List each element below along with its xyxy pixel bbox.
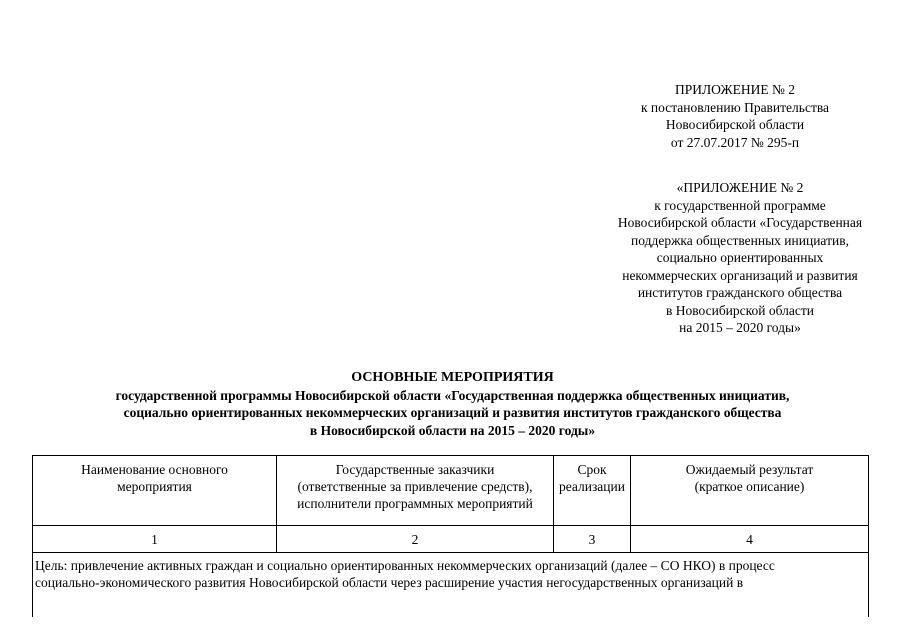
program-appendix-line: к государственной программе — [654, 197, 826, 213]
goal-line: социально-экономического развития Новосибирской области через расширение участия негосударственных организаций в — [35, 575, 744, 590]
document-subtitle-line: социально ориентированных некоммерческих организаций и развития институтов гражданского общества — [123, 405, 782, 420]
document-subtitle-line: в Новосибирской области на 2015 – 2020 годы» — [309, 422, 596, 438]
measures-table — [32, 455, 869, 617]
program-appendix-line: «ПРИЛОЖЕНИЕ № 2 — [676, 180, 804, 195]
header-line: (ответственные за привлечение средств), — [297, 479, 533, 494]
header-line: исполнители программных мероприятий — [297, 496, 533, 511]
program-appendix-line: поддержка общественных инициатив, — [631, 232, 849, 248]
table-header-row — [33, 456, 869, 526]
header-cell-measure-name — [33, 456, 277, 526]
program-appendix-block — [560, 179, 905, 337]
header-line: Ожидаемый результат — [685, 462, 814, 477]
decree-appendix-line: ПРИЛОЖЕНИЕ № 2 — [674, 82, 796, 97]
header-cell-expected-result — [631, 456, 869, 526]
document-subtitle-line: государственной программы Новосибирской области «Государственная поддержка общественных инициатив, — [115, 387, 790, 403]
document-title: ОСНОВНЫЕ МЕРОПРИЯТИЯ — [351, 370, 554, 385]
decree-appendix-line: Новосибирской области — [665, 117, 805, 132]
column-number: 4 — [631, 526, 869, 553]
decree-appendix-line: от 27.07.2017 № 295-п — [670, 134, 800, 150]
program-appendix-line: социально ориентированных — [656, 250, 824, 265]
header-line: Наименование основного — [81, 462, 228, 477]
header-line: реализации — [559, 479, 625, 494]
header-line: Государственные заказчики — [335, 462, 495, 477]
decree-appendix-line: к постановлению Правительства — [640, 99, 830, 115]
column-number: 1 — [33, 526, 277, 553]
program-appendix-line: некоммерческих организаций и развития — [622, 267, 858, 283]
program-appendix-line: Новосибирской области «Государственная — [617, 215, 863, 230]
column-number: 2 — [277, 526, 554, 553]
document-heading — [0, 369, 905, 439]
program-appendix-line: на 2015 – 2020 годы» — [679, 320, 801, 335]
header-line: Срок — [577, 462, 607, 477]
program-appendix-line: институтов гражданского общества — [637, 285, 843, 300]
header-line: (краткое описание) — [694, 479, 805, 494]
table-number-row — [33, 526, 869, 553]
program-appendix-line: в Новосибирской области — [665, 302, 815, 318]
goal-cell — [33, 553, 869, 618]
header-cell-customers — [277, 456, 554, 526]
table-goal-row — [33, 553, 869, 618]
decree-appendix-block — [600, 81, 870, 151]
header-cell-period — [554, 456, 631, 526]
header-line: мероприятия — [117, 479, 192, 494]
column-number: 3 — [554, 526, 631, 553]
goal-line: Цель: привлечение активных граждан и социально ориентированных некоммерческих организаций (далее – СО НКО) в процесс — [35, 558, 775, 573]
